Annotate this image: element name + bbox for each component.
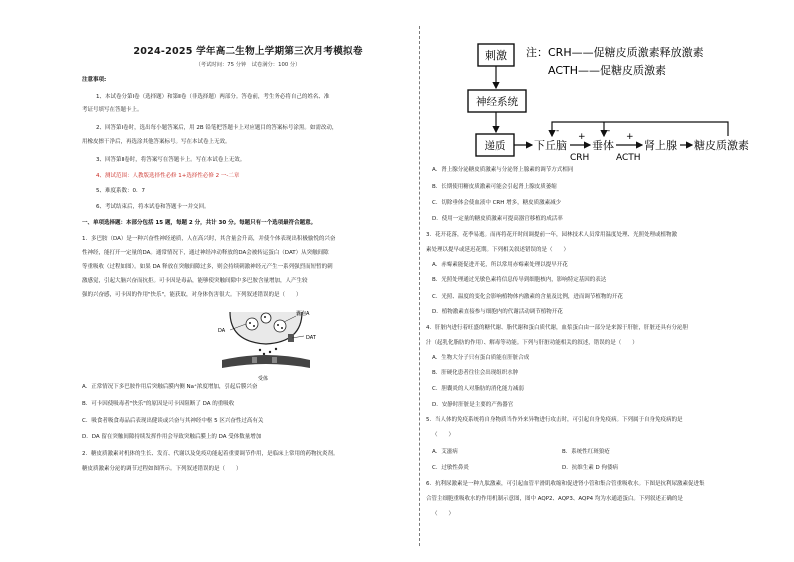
question-5-option: D．抗维生素 D 佝偻病: [562, 465, 618, 471]
question-4-option: D．安静时肝脏是主要的产热器官: [432, 402, 514, 408]
note-item: 考证号填写在答题卡上。: [82, 107, 143, 113]
vesicle-label: 囊泡A: [296, 311, 310, 317]
question-1-option: D．DA 留在突触间隙持续发挥作用会导致突触后膜上的 DA 受体数量增加: [82, 434, 262, 440]
question-3-line: 素处理以提早或延迟花期。下列相关叙述错误的是（ ）: [426, 247, 570, 253]
stimulus-text: 刺激: [485, 49, 507, 62]
question-1-line: 激感觉，引起大脑兴奋而抗拒。可卡因是毒品，能够使突触间隙中多巴胺含量增加，人产生较: [82, 278, 308, 284]
question-1-line: 强的兴奋感，可卡因的作用"快乐"，能获取，对身体伤害很大。下列叙述错误的是（ ）: [82, 292, 302, 298]
question-5-option: C．过敏性鼻炎: [432, 465, 469, 471]
question-4-option: A．生物大分子只有蛋白质能在肝脏合成: [432, 355, 530, 361]
left-column: [78, 0, 418, 562]
question-2-line: 糖皮质激素分泌的调节过程如图所示。下列叙述错误的是（ ）: [82, 466, 242, 472]
question-4-option: C．胆囊炎的人对脂肪的消化能力减弱: [432, 386, 524, 392]
question-1-line: 1．多巴胺（DA）是一种兴奋性神经递质，人在高兴时，其含量会升高，并使个体表现出积极愉悦的兴奋: [82, 236, 336, 242]
crh-text: CRH: [570, 153, 590, 163]
note-item: 2、回答第Ⅰ卷时，选出每小题答案后，用 2B 铅笔把答题卡上对应题目的答案标号涂黑。如需改动，: [96, 125, 338, 131]
question-3-line: 3．花开花落，花季易逝。而再将花开时间调提前一年，园林技术人员常用温度处理、光照处理或植物激: [426, 232, 678, 238]
question-4-line: 4．肝脏内进行着旺盛的糖代谢、脂代谢和蛋白质代谢，血浆蛋白由一部分是来源于肝脏，肝脏还具有分泌胆: [426, 325, 689, 331]
glucocorticoid-text: 糖皮质激素: [694, 139, 749, 152]
note-item: 1、本试卷分第Ⅰ卷（选择题）和第Ⅱ卷（非选择题）两部分。答卷前，考生务必将自己的姓名、准: [96, 94, 330, 100]
note-item: 6、考试结束后，将本试卷和答题卡一并交回。: [96, 204, 210, 210]
question-1-option: B．可卡因使吸毒者"快乐"的原因是可卡因阻断了 DA 的重吸收: [82, 401, 235, 407]
question-2-option: D．使用一定量的糖皮质激素可提高器官移植的成活率: [432, 216, 563, 222]
question-1-option: A．正常情况下多巴胺作用后突触后膜内侧 Na⁺浓度增加，引起后膜兴奋: [82, 384, 258, 390]
note-item-scope: 4、测试范围：人教版选择性必修 1+选择性必修 2 一-二章: [96, 173, 240, 179]
question-6-line: （ ）: [432, 511, 455, 517]
hypothalamus-text: 下丘脑: [534, 139, 567, 152]
note-item: 用橡皮擦干净后，再选涂其他答案标号。写在本试卷上无效。: [82, 139, 231, 145]
column-divider: [419, 26, 420, 546]
question-6-line: 合管主细胞重吸收水的作用机制示意图，图中 AQP2、AQP3、AQP4 均为水通道蛋白。下列叙述正确的是: [426, 496, 683, 502]
synapse-figure: [200, 308, 332, 384]
question-1-option: C．吸食者吸食毒品后表现出健谈或兴奋与其神经中枢 5 区兴奋性过高有关: [82, 418, 264, 424]
notes-heading: 注意事项:: [82, 77, 107, 83]
acth-text: ACTH: [616, 153, 641, 163]
exam-info: （考试时间：75 分钟 试卷满分：100 分）: [195, 62, 301, 68]
right-column: [426, 0, 760, 562]
exam-title: 2024-2025 学年高二生物上学期第三次月考模拟卷: [133, 46, 363, 57]
question-4-option: B．肝硬化患者往往会出现组织水肿: [432, 370, 519, 376]
question-3-option: B．光照处理通过光敏色素将信息传导到细胞核内，影响特定基因的表达: [432, 277, 607, 283]
question-3-option: C．光照、温度的变化会影响植物体内激素的含量及比例，进而调节植物的开花: [432, 294, 623, 300]
question-5-line: （ ）: [432, 432, 455, 438]
question-5-option: B．系统性红斑狼疮: [562, 449, 610, 455]
hormone-regulation-diagram: [466, 0, 760, 170]
note-item: 5、难度系数：0．7: [96, 188, 145, 194]
question-6-line: 6．抗利尿激素是一种九肽激素，可引起血管平滑肌收缩和促进肾小管和集合管重吸收水。下图是抗利尿激素促进集: [426, 481, 705, 487]
adrenal-text: 肾上腺: [644, 139, 677, 152]
dat-label: DAT: [306, 335, 316, 341]
da-label: DA: [218, 328, 226, 334]
question-3-option: A．赤霉素能促进开花，所以常用赤霉素处理以提早开花: [432, 262, 568, 268]
question-1-line: 性神经，能打开一定量的DA。通常情况下，通过神经冲动释放的DA会被转运蛋白（DAT）从突触间隙: [82, 250, 329, 256]
question-2-option: C．切除垂体会使血液中 CRH 增多，糖皮质激素减少: [432, 200, 562, 206]
nervous-system-text: 神经系统: [476, 96, 518, 108]
question-4-line: 汁（起乳化脂肪的作用）、解毒等功能。下列与肝脏功能相关的叙述，错误的是（ ）: [426, 340, 638, 346]
note-item: 3、回答第Ⅱ卷时，将答案写在答题卡上。写在本试卷上无效。: [96, 157, 246, 163]
question-2-option: A．肾上腺分泌糖皮质激素与分泌肾上腺素的调节方式相同: [432, 167, 574, 173]
question-5-line: 5．当人体的免疫系统将自身物质当作外来异物进行攻击时，可引起自身免疫病。下列属于自身免疫病的是: [426, 417, 683, 423]
acth-plus-sign: +: [626, 132, 634, 142]
crh-plus-sign: +: [578, 132, 586, 142]
section-heading: 一、单项选择题：本部分包括 15 题，每题 2 分，共计 30 分。每题只有一个选项最符合题意。: [82, 220, 317, 226]
question-5-option: A．艾滋病: [432, 449, 458, 455]
question-1-line: 等重吸收（过程如图）。如果 DA 释放在突触间隙过多，则会持续刺激神经元产生一系列强烈而短暂的刺: [82, 264, 333, 270]
feedback-minus-sign: -: [607, 126, 611, 136]
pituitary-text: 垂体: [592, 139, 614, 152]
question-2-option: B．长期使用糖皮质激素可能会引起肾上腺皮质萎缩: [432, 184, 557, 190]
receptor-label: 受体: [258, 376, 269, 382]
feedback-minus-sign: -: [556, 126, 560, 136]
diagram-note-line-2: ACTH——促糖皮质激素: [548, 64, 667, 77]
question-2-line: 2．糖皮质激素对机体的生长、发育、代谢以及免疫功能起着重要调节作用，是临床上常用的药物抗炎剂。: [82, 451, 339, 457]
question-3-option: D．植物激素直接参与细胞内的代谢活动调节植物开花: [432, 309, 563, 315]
transmitter-text: 递质: [484, 140, 506, 152]
diagram-note-line-1: 注：CRH——促糖皮质激素释放激素: [526, 46, 704, 59]
